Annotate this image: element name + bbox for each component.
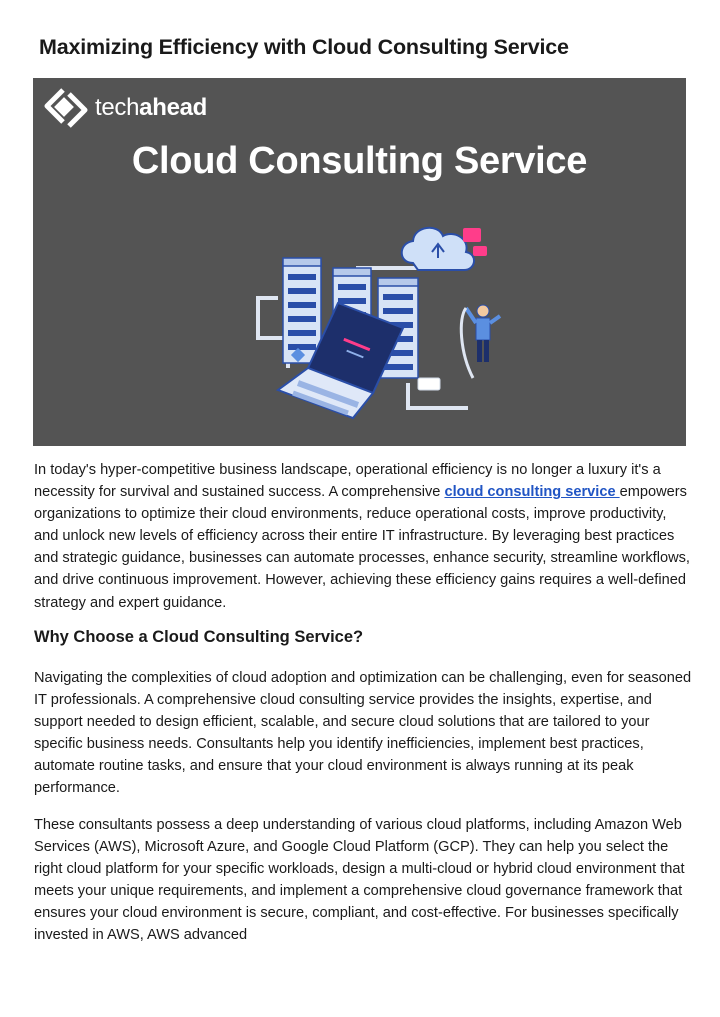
section-paragraph-1: Navigating the complexities of cloud adoption and optimization can be challenging, even for seasoned IT professionals. A comprehensive cloud consulting service provides the insights, expertise, and support needed to design efficient, scalable, and secure cloud solutions that are tailored to your specific business needs. Consultants help you identify inefficiencies, implement best practices, automate routine tasks, and ensure that your cloud environment is always running at its peak performance. (34, 670, 692, 797)
logo-wordmark: techahead (95, 94, 208, 121)
section-paragraph-2: These consultants possess a deep understanding of various cloud platforms, including Amazon Web Services (AWS), Microsoft Azure, and Google Cloud Platform (GCP). They can help you select the right cloud platform for your specific workloads, design a multi-cloud or hybrid cloud environment that meets your unique requirements, and implement a comprehensive cloud governance framework that ensures your cloud environment is secure, compliant, and cost-effective. For businesses specifically invested in AWS, AWS advanced (34, 817, 685, 944)
section-heading: Why Choose a Cloud Consulting Service? (34, 628, 364, 646)
banner-heading: Cloud Consulting Service (131, 140, 588, 182)
techahead-logo (43, 86, 207, 130)
page-title: Maximizing Efficiency with Cloud Consulting Service (39, 35, 569, 59)
engineer-figure-icon (461, 305, 500, 378)
cloud-servers-laptop-illustration (238, 208, 518, 428)
cloud-consulting-service-link[interactable]: cloud consulting service (444, 484, 620, 501)
logo-mark-icon (43, 86, 89, 130)
intro-paragraph: In today's hyper-competitive business landscape, operational efficiency is no longer a luxury it's a necessity for survival and sustained success. A comprehensive cloud consulting service empowers organizations to optimize their cloud environments, reduce operational costs, improve productivity, and unlock new levels of efficiency across their entire IT infrastructure. By leveraging best practices and strategic guidance, businesses can automate processes, enhance security, streamline workflows, and drive continuous improvement. However, achieving these efficiency gains requires a well-defined strategy and expert guidance. (34, 462, 690, 611)
hero-banner (33, 78, 686, 446)
